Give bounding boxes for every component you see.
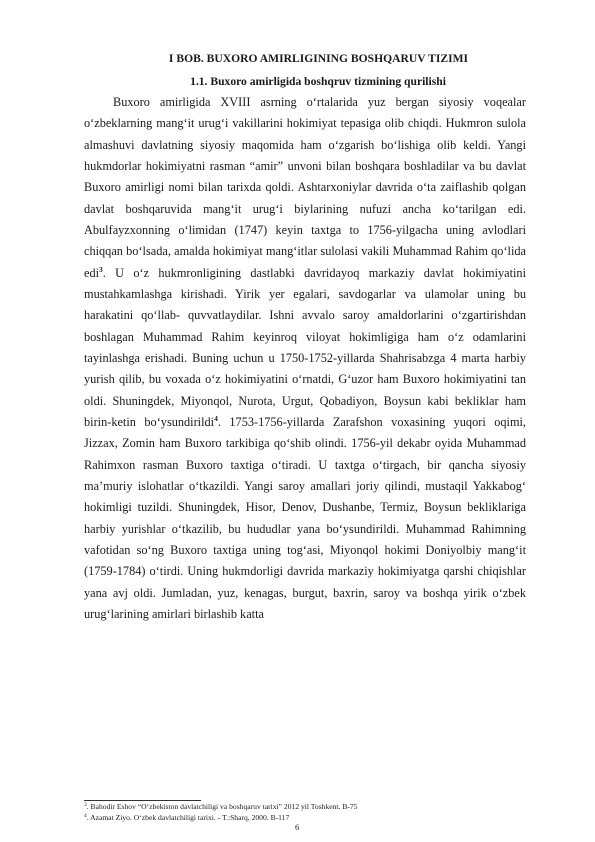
footnote-text: . Bahodir Eshov “O‘zbekiston davlatchiligi va boshqaruv tarixi” 2012 yil Toshkent. B-75	[86, 802, 358, 811]
footnote-ref-3[interactable]: 3	[99, 264, 103, 274]
paragraph-text-part-1: Buxoro amirligida XVIII asrning o‘rtalarida yuz bergan siyosiy voqealar o‘zbeklarning mang‘it urug‘i vakillarini hokimiyat tepasiga olib chiqdi. Hukmron sulola almashuvi davlatning siyosiy maqomida ham o‘zgarish bo‘lishiga olib keldi. Yangi hukmdorlar hokimiyatni rasman “amir” unvoni bilan boshqara boshladilar va bu davlat Buxoro amirligi nomi bilan tarixda qoldi. Ashtarxoniylar davrida o‘ta zaiflashib qolgan davlat boshqaruvida mang‘it urug‘i biylarining nufuzi ancha ko‘tarilgan edi. Abulfayzxonning o‘limidan (1747) keyin taxtga to 1756-yilgacha uning avlodlari chiqqan bo‘lsada, amalda hokimiyat mang‘itlar sulolasi vakili Muhammad Rahim qo‘lida edi	[84, 95, 526, 280]
footnote-4	[84, 813, 526, 824]
footnote-number: 3	[84, 802, 87, 808]
body-paragraph	[84, 92, 526, 625]
footnote-number: 4	[84, 812, 87, 819]
footnote-3	[84, 802, 526, 813]
footnote-separator	[84, 800, 201, 801]
paragraph-text-part-2: . U o‘z hukmronligining dastlabki davridayoq markaziy davlat hokimiyatini mustahkamlashga kirishadi. Yirik yer egalari, savdogarlar va ulamolar uning bu harakatini qo‘llab- quvvatlaydilar. Ishni avvalo saroy amaldorlarini o‘zgartirishdan boshlagan Muhammad Rahim keyinroq viloyat hokimligiga ham o‘z odamlarini tayinlashga erishadi. Buning uchun u 1750-1752-yillarda Shahrisabzga 4 marta harbiy yurish qilib, bu voxada o‘z hokimiyatini o‘rnatdi, G‘uzor ham Buxoro hokimiyatini tan oldi. Shuningdek, Miyonqol, Nurota, Urgut, Qobadiyon, Boysun kabi bekliklar ham birin-ketin bo‘ysundirildi	[84, 265, 526, 429]
footnote-text: . Azamat Ziyo. O‘zbek davlatchiligi tarixi. - T.:Sharq, 2000. B-117	[86, 812, 290, 822]
footnote-ref-4[interactable]: 4	[214, 413, 218, 423]
footnotes	[84, 802, 526, 823]
chapter-title: I BOB. BUXORO AMIRLIGINING BOSHQARUV TIZIMI	[168, 52, 469, 65]
section-title: 1.1. Buxoro amirligida boshqruv tizmining qurilishi	[190, 75, 446, 88]
paragraph-text-part-3: . 1753-1756-yillarda Zarafshon voxasining yuqori oqimi, Jizzax, Zomin ham Buxoro tarkibiga qo‘shib olindi. 1756-yil dekabr oyida Muhammad Rahimxon rasman Buxoro taxtiga o‘tiradi. U taxtga o‘tirgach, bir qancha siyosiy ma’muriy islohatlar o‘tkazildi. Yangi saroy amallari joriy qilindi, mustaqil Yakkabog‘ hokimligi tuzildi. Shuningdek, Hisor, Denov, Dushanbe, Termiz, Boysun bekliklariga harbiy yurishlar o‘tkazilib, bu hududlar yana bo‘ysundirildi. Muhammad Rahimning vafotidan so‘ng Buxoro taxtiga uning tog‘asi, Miyonqol hokimi Doniyolbiy mang‘it (1759-1784) o‘tirdi. Uning hukmdorligi davrida markaziy hokimiyatga qarshi chiqishlar yana avj oldi. Jumladan, yuz, kenagas, burgut, baxrin, saroy va boshqa yirik o‘zbek urug‘larining amirlari birlashib katta	[84, 414, 526, 621]
page-number: 6	[295, 822, 300, 832]
